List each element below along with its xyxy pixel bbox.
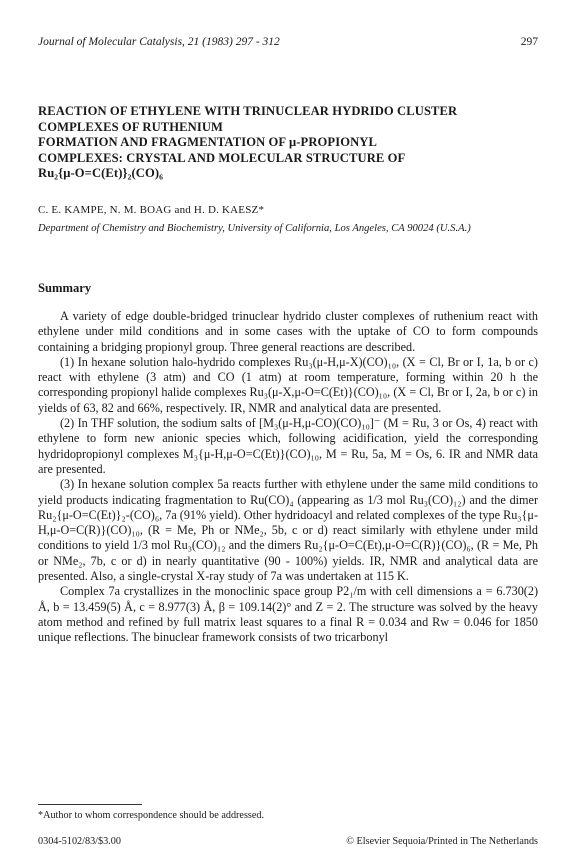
footnote-divider	[38, 804, 142, 805]
journal-citation: Journal of Molecular Catalysis, 21 (1983) 297 - 312	[38, 36, 280, 48]
publisher-line: © Elsevier Sequoia/Printed in The Netherlands	[346, 836, 538, 847]
summary-paragraph: (2) In THF solution, the sodium salts of [M₃(μ-H,μ-CO)(CO)₁₀]⁻ (M = Ru, 3 or Os, 4) react with ethylene to form new anionic species which, following acidification, yield the corresponding hydridopropionyl complexes M₃{μ-H,μ-O=C(Et)}(CO)₁₀, M = Ru, 5a, M = Os, 6. IR and NMR data are presented.	[38, 416, 538, 476]
journal-page	[38, 36, 538, 847]
page-footer	[38, 836, 538, 847]
correspondence-footnote: *Author to whom correspondence should be addressed.	[38, 810, 265, 821]
summary-paragraph: (3) In hexane solution complex 5a reacts further with ethylene under the same mild conditions to yield products indicating fragmentation to Ru(CO)₄ (appearing as 1/3 mol Ru₃(CO)₁₂) and the dimer Ru₂{μ-O=C(Et)}₂-(CO)₆, 7a (91% yield). Other hydridoacyl and related complexes of the type Ru₃{μ-H,μ-O=C(R)}(CO)₁₀, (R = Me, Ph or NMe₂, 5b, c or d) react similarly with ethylene under mild conditions to yield 1/3 mol Ru₃(CO)₁₂ and the dimers Ru₂{μ-O=C(Et),μ-O=C(R)}(CO)₆, (R = Me, Ph or NMe₂, 7b, c or d) in nearly quantitative (90 - 100%) yields. IR, NMR and analytical data are presented. Also, a single-crystal X-ray study of 7a was undertaken at 115 K.	[38, 477, 538, 584]
author-affiliation: Department of Chemistry and Biochemistry, University of California, Los Angeles, CA 90024 (U.S.A.)	[38, 222, 471, 234]
summary-paragraph: Complex 7a crystallizes in the monoclinic space group P2₁/m with cell dimensions a = 6.730(2) Å, b = 13.459(5) Å, c = 8.977(3) Å, β = 109.14(2)° and Z = 2. The structure was solved by the heavy atom method and refined by full matrix least squares to a final R = 0.034 and Rw = 0.046 for 1850 unique reflections. The binuclear framework consists of two tricarbonyl	[38, 584, 538, 645]
summary-paragraph: A variety of edge double-bridged trinuclear hydrido cluster complexes of ruthenium react with ethylene under mild conditions and in some cases with the uptake of CO to form compounds containing a bridging propionyl group. Three general reactions are described.	[38, 308, 538, 354]
article-code: 0304-5102/83/$3.00	[38, 836, 121, 847]
title-line: COMPLEXES OF RUTHENIUM	[38, 119, 224, 134]
title-line: REACTION OF ETHYLENE WITH TRINUCLEAR HYDRIDO CLUSTER	[38, 104, 458, 118]
summary-paragraph: (1) In hexane solution halo-hydrido complexes Ru₃(μ-H,μ-X)(CO)₁₀, (X = Cl, Br or I, 1a, b or c) react with ethylene (3 atm) and CO (1 atm) at room temperature, forming within 20 h the corresponding propionyl halide complexes Ru₃(μ-X,μ-O=C(Et)}(CO)₁₀, (X = Cl, Br or I, 2a, b or c) in yields of 63, 82 and 66%, respectively. IR, NMR and analytical data are presented.	[38, 354, 538, 415]
page-number: 297	[520, 36, 538, 48]
title-line: FORMATION AND FRAGMENTATION OF μ-PROPIONYL	[38, 135, 377, 150]
summary-body	[38, 309, 538, 646]
title-line: COMPLEXES: CRYSTAL AND MOLECULAR STRUCTURE OF	[38, 150, 406, 165]
article-title	[38, 104, 538, 182]
title-line: Ru₂{μ-O=C(Et)}₂(CO)₆	[38, 166, 164, 181]
running-header	[38, 36, 538, 48]
author-list: C. E. KAMPE, N. M. BOAG and H. D. KAESZ*	[38, 203, 265, 216]
summary-heading: Summary	[38, 280, 92, 295]
